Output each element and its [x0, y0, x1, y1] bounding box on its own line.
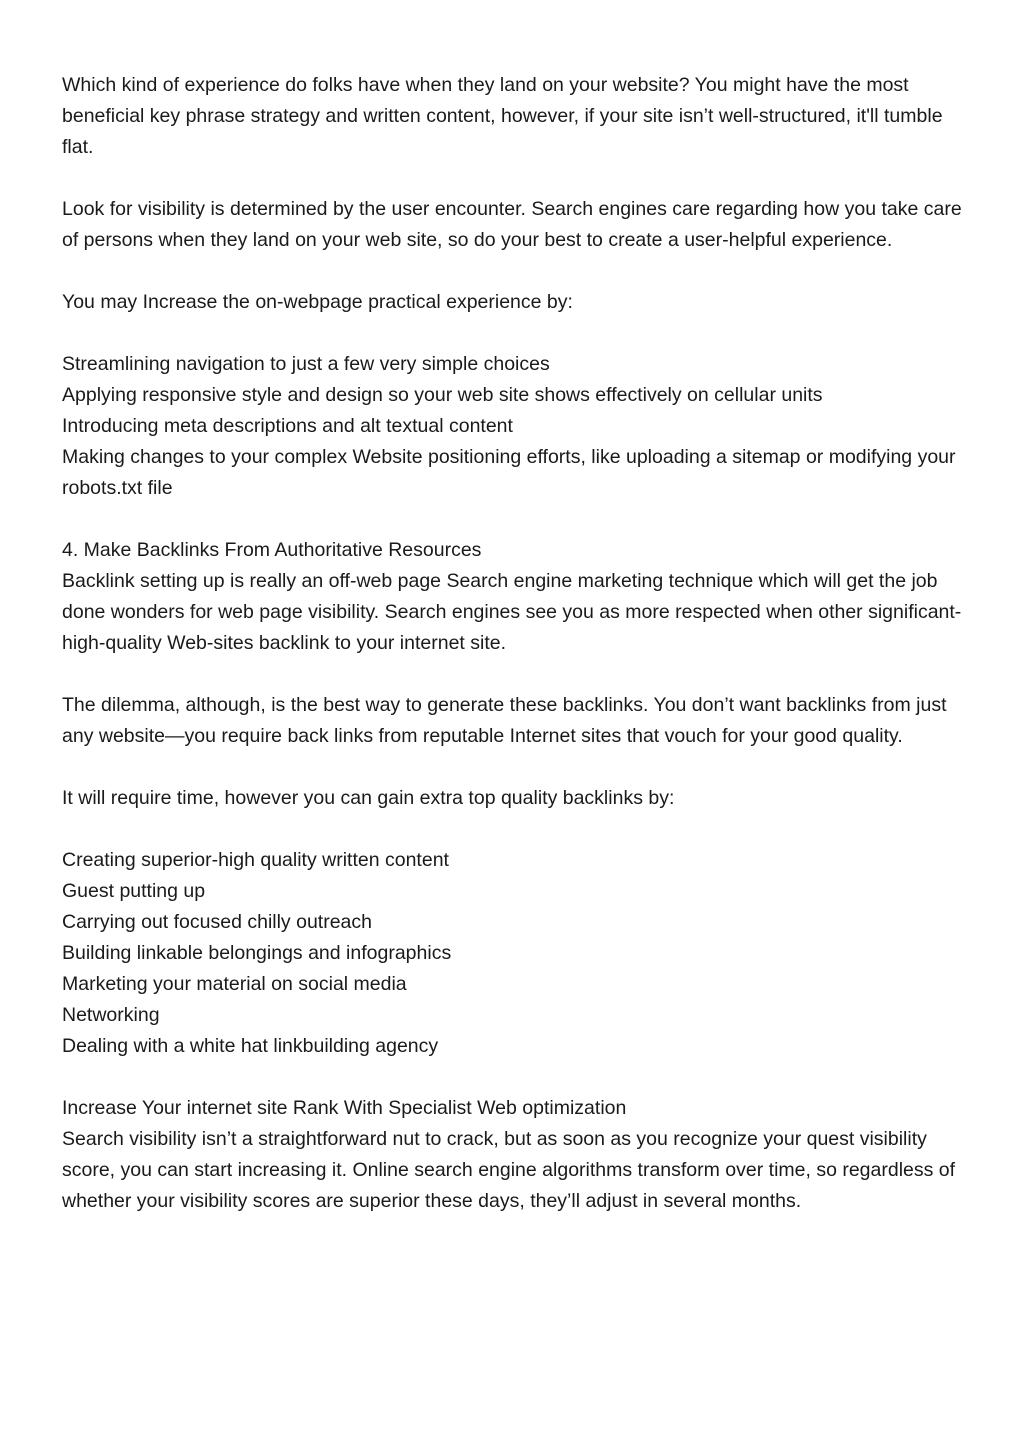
- list-item: Marketing your material on social media: [62, 973, 407, 995]
- list-item: Making changes to your complex Website positioning efforts, like uploading a sitemap or modifying your robots.txt file: [62, 446, 956, 499]
- section-heading-backlinks: 4. Make Backlinks From Authoritative Resources: [62, 539, 482, 561]
- list-item: Networking: [62, 1004, 160, 1026]
- list-item: Dealing with a white hat linkbuilding agency: [62, 1035, 439, 1057]
- paragraph-search-visibility-score: Search visibility isn’t a straightforward nut to crack, but as soon as you recognize your quest visibility score, you can start increasing it. Online search engine algorithms transform over time, so regardless of whether your visibility scores are superior these days, they’ll adjust in several months.: [62, 1128, 956, 1212]
- document-body: [62, 70, 972, 1248]
- rank-section: [62, 1093, 972, 1217]
- list-item: Streamlining navigation to just a few very simple choices: [62, 353, 550, 375]
- list-item: Applying responsive style and design so your web site shows effectively on cellular units: [62, 384, 823, 406]
- backlinks-section: [62, 535, 972, 659]
- list-item: Building linkable belongings and infographics: [62, 942, 452, 964]
- paragraph-search-visibility: Look for visibility is determined by the user encounter. Search engines care regarding how you take care of persons when they land on your web site, so do your best to create a user-helpful experience.: [62, 198, 962, 251]
- list-item: Introducing meta descriptions and alt textual content: [62, 415, 513, 437]
- section-heading-rank: Increase Your internet site Rank With Specialist Web optimization: [62, 1097, 627, 1119]
- paragraph-backlink-building: Backlink setting up is really an off-web page Search engine marketing technique which will get the job done wonders for web page visibility. Search engines see you as more respected when other significant-high-quality Web-sites backlink to your internet site.: [62, 570, 962, 654]
- paragraph-user-experience: Which kind of experience do folks have when they land on your website? You might have the most beneficial key phrase strategy and written content, however, if your site isn’t well-structured, it'll tumble flat.: [62, 74, 943, 158]
- improvement-list: [62, 349, 972, 504]
- list-item: Guest putting up: [62, 880, 206, 902]
- list-item: Carrying out focused chilly outreach: [62, 911, 372, 933]
- paragraph-improve-intro: You may Increase the on-webpage practical experience by:: [62, 291, 573, 313]
- list-item: Creating superior-high quality written content: [62, 849, 449, 871]
- backlink-methods-list: [62, 845, 972, 1062]
- paragraph-backlink-dilemma: The dilemma, although, is the best way to generate these backlinks. You don’t want backlinks from just any website—you require back links from reputable Internet sites that vouch for your good quality.: [62, 694, 947, 747]
- paragraph-backlinks-intro: It will require time, however you can gain extra top quality backlinks by:: [62, 787, 675, 809]
